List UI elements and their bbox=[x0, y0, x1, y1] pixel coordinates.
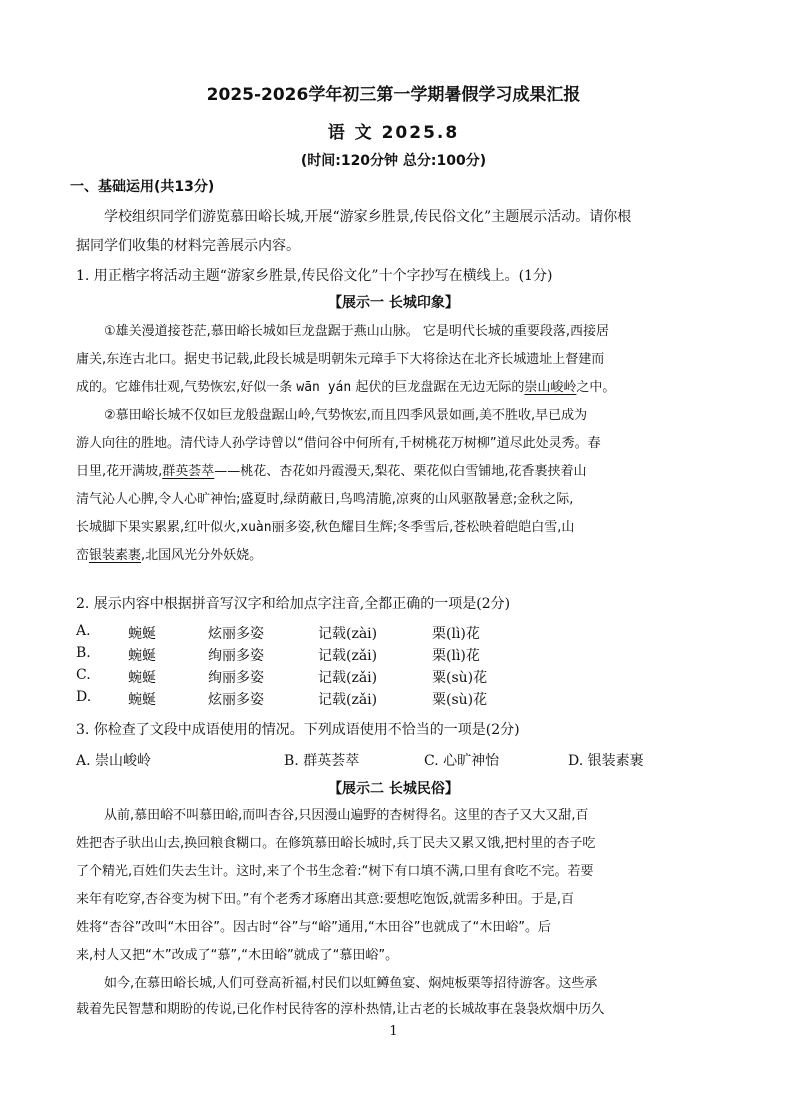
q2-option-word4: 栗(lì)花 bbox=[432, 648, 480, 664]
q3-option-d[interactable]: D. 银装素裹 bbox=[568, 753, 644, 769]
page-number: 1 bbox=[389, 1024, 398, 1039]
q2-option-letter: D. bbox=[76, 689, 92, 705]
idiom-yinzhuang: 银装素裹 bbox=[89, 548, 142, 563]
exam-title: 2025-2026学年初三第一学期暑假学习成果汇报 bbox=[206, 85, 581, 105]
q2-option-word1: 蜿蜒 bbox=[128, 626, 156, 642]
q2-option-word2: 绚丽多姿 bbox=[208, 648, 264, 664]
q2-option-letter: B. bbox=[76, 645, 91, 661]
show2-title: 【展示二 长城民俗】 bbox=[328, 781, 459, 797]
q2-option-word2: 绚丽多姿 bbox=[208, 670, 264, 686]
pinyin-xuan: xuàn bbox=[240, 520, 272, 535]
question-1: 1. 用正楷字将活动主题“游家乡胜景,传民俗文化”十个字抄写在横线上。(1分) bbox=[76, 268, 553, 284]
section1-intro-line2: 据同学们收集的材料完善展示内容。 bbox=[76, 238, 300, 254]
show1-p2-line2: 游人向往的胜地。清代诗人孙学诗曾以“借问谷中何所有,千树桃花万树柳”道尽此处灵秀。春 bbox=[76, 436, 601, 451]
section1-heading: 一、基础运用(共13分) bbox=[70, 179, 215, 195]
show1-p1-line3b: 起伏的巨龙盘踞在无边无际的 bbox=[355, 380, 525, 395]
show1-p1-line1: ①雄关漫道接苍茫,慕田峪长城如巨龙盘踞于燕山山脉。 它是明代长城的重要段落,西接居 bbox=[104, 324, 610, 339]
exam-time-score: (时间:120分钟 总分:100分) bbox=[300, 153, 487, 169]
show1-p2-line5 bbox=[76, 518, 574, 538]
q2-option-word4: 粟(sù)花 bbox=[432, 692, 488, 708]
show1-p2-line6 bbox=[76, 546, 262, 566]
exam-subject: 语 文 2025.8 bbox=[327, 123, 460, 143]
question-3: 3. 你检查了文段中成语使用的情况。下列成语使用不恰当的一项是(2分) bbox=[76, 722, 520, 738]
show1-p2-line6c: ,北国风光分外妖娆。 bbox=[141, 548, 263, 563]
q2-option-word1: 蜿蜒 bbox=[128, 670, 156, 686]
show2-p1-line3: 了个精光,百姓们失去生计。这时,来了个书生念着:“树下有口填不满,口里有食吃不完。若要 bbox=[76, 864, 594, 879]
show1-p2-line4: 清气沁人心脾,令人心旷神怡;盛夏时,绿荫蔽日,鸟鸣清脆,凉爽的山风驱散暑意;金秋之际, bbox=[76, 492, 574, 507]
q2-option-word1: 蜿蜒 bbox=[128, 648, 156, 664]
q3-option-a[interactable]: A. 崇山峻岭 bbox=[76, 753, 152, 769]
show1-p2-line5a: 长城脚下果实累累,红叶似火, bbox=[76, 520, 241, 535]
show2-p1-line5: 姓将“杏谷”改叫“木田谷”。因古时“谷”与“峪”通用,“木田谷”也就成了“木田峪”。后 bbox=[76, 920, 551, 935]
show1-p2-line1: ②慕田峪长城不仅如巨龙般盘踞山岭,气势恢宏,而且四季风景如画,美不胜收,早已成为 bbox=[104, 408, 588, 423]
show1-p1-line3d: 之中。 bbox=[576, 380, 616, 395]
show1-p1-line2: 庸关,东连古北口。据史书记载,此段长城是明朝朱元璋手下大将徐达在北齐长城遗址上督建而 bbox=[76, 352, 605, 367]
q2-option-letter: A. bbox=[76, 623, 91, 639]
q2-option-word4: 粟(sù)花 bbox=[432, 670, 488, 686]
q3-option-c[interactable]: C. 心旷神怡 bbox=[424, 753, 500, 769]
show1-p2-line3a: 日里,花开满坡, bbox=[76, 464, 163, 479]
q2-option-word1: 蜿蜒 bbox=[128, 692, 156, 708]
show2-p1-line1: 从前,慕田峪不叫慕田峪,而叫杏谷,只因漫山遍野的杏树得名。这里的杏子又大又甜,百 bbox=[104, 808, 589, 823]
show1-p2-line3c: ——桃花、杏花如丹霞漫天,梨花、栗花似白雪铺地,花香裹挟着山 bbox=[214, 464, 587, 479]
q2-option-word3: 记载(zǎi) bbox=[318, 692, 378, 708]
idiom-qunying: 群英荟萃 bbox=[162, 464, 215, 479]
q2-option-word2: 炫丽多姿 bbox=[208, 692, 264, 708]
q2-option-word3: 记载(zài) bbox=[318, 626, 378, 642]
q2-option-letter: C. bbox=[76, 667, 91, 683]
q2-option-word2: 炫丽多姿 bbox=[208, 626, 264, 642]
idiom-chongshan: 崇山峻岭 bbox=[524, 380, 577, 395]
pinyin-wanyan: wān yán bbox=[296, 380, 352, 395]
q2-option-word3: 记载(zǎi) bbox=[318, 648, 378, 664]
show1-p2-line5b: 丽多姿,秋色耀目生辉;冬季雪后,苍松映着皑皑白雪,山 bbox=[271, 520, 575, 535]
show2-p1-line4: 来年有吃穿,杏谷变为树下田。”有个老秀才琢磨出其意:要想吃饱饭,就需多种田。于是,百 bbox=[76, 892, 575, 907]
show1-p1-line3a: 成的。它雄伟壮观,气势恢宏,好似一条 bbox=[76, 380, 293, 395]
section1-intro-line1: 学校组织同学们游览慕田峪长城,开展“游家乡胜景,传民俗文化”主题展示活动。请你根 bbox=[104, 209, 632, 225]
show1-p2-line6a: 峦 bbox=[76, 548, 90, 563]
show1-p2-line3 bbox=[76, 462, 587, 482]
q3-option-b[interactable]: B. 群英荟萃 bbox=[284, 753, 360, 769]
show1-title: 【展示一 长城印象】 bbox=[328, 295, 459, 311]
q2-option-word3: 记载(zǎi) bbox=[318, 670, 378, 686]
show2-p1-line6: 来,村人又把“木”改成了“慕”,“木田峪”就成了“慕田峪”。 bbox=[76, 948, 399, 963]
q2-option-word4: 栗(lì)花 bbox=[432, 626, 480, 642]
show2-p2-line2: 载着先民智慧和期盼的传说,已化作村民待客的淳朴热情,让古老的长城故事在袅袅炊烟中历久 bbox=[76, 1002, 605, 1017]
show2-p1-line2: 姓把杏子驮出山去,换回粮食糊口。在修筑慕田峪长城时,兵丁民夫又累又饿,把村里的杏子吃 bbox=[76, 836, 596, 851]
question-2: 2. 展示内容中根据拼音写汉字和给加点字注音,全都正确的一项是(2分) bbox=[76, 596, 511, 612]
show1-p1-line3 bbox=[76, 378, 615, 398]
show2-p2-line1: 如今,在慕田峪长城,人们可登高祈福,村民们以虹鳟鱼宴、焖炖板栗等招待游客。这些承 bbox=[104, 976, 598, 991]
